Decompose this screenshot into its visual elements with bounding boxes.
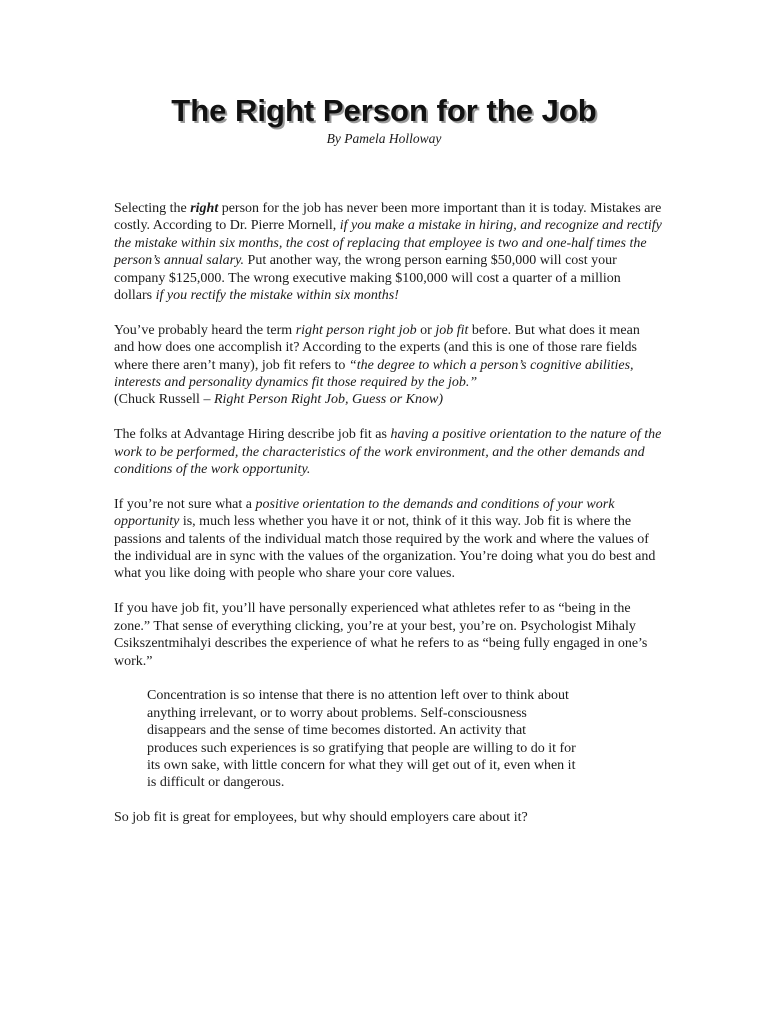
- paragraph-job-fit-definition: You’ve probably heard the term right person right job or job fit before. But what does it mean and how does one accomplish it? According to the experts (and this is one of those rare fields where there aren’t many), job fit refers to “the degree to which a person’s cognitive abilities, interests and personality dynamics fit those required by the job.” (Chuck Russell – Right Person Right Job, Guess or Know): [114, 322, 640, 408]
- csikszentmihalyi-quote: Concentration is so intense that there is no attention left over to think about anything irrelevant, or to worry about problems. Self-consciousness disappears and the sense of time becomes distorted. An activity that produces such experiences is so gratifying that people are willing to do it for its own sake, with little concern for what they will get out of it, even when it is difficult or dangerous.: [147, 688, 576, 791]
- paragraph-advantage-hiring: The folks at Advantage Hiring describe job fit as having a positive orientation to the nature of the work to be performed, the characteristics of the work environment, and the other demands and conditions of the work opportunity.: [114, 427, 662, 478]
- article-body: [114, 200, 662, 844]
- paragraph-positive-orientation: If you’re not sure what a positive orientation to the demands and conditions of your work opportunity is, much less whether you have it or not, think of it this way. Job fit is where the passions and talents of the individual match those required by the work and where the values of the individual are in sync with the values of the organization. You’re doing what you do best and what you like doing with people who share your core values.: [114, 496, 656, 582]
- paragraph-being-in-the-zone: If you have job fit, you’ll have personally experienced what athletes refer to as “being in the zone.” That sense of everything clicking, you’re at your best, you’re on. Psychologist Mihaly Csikszentmihalyi describes the experience of what he refers to as “being fully engaged in one’s work.”: [114, 601, 648, 669]
- author-byline: By Pamela Holloway: [326, 131, 442, 146]
- paragraph-cost-of-mistakes: Selecting the right person for the job has never been more important than it is today. Mistakes are costly. According to Dr. Pierre Mornell, if you make a mistake in hiring, and recognize and rectify the mistake within six months, the cost of replacing that employee is two and one-half times the person’s annual salary. Put another way, the wrong person earning $50,000 will cost your company $125,000. The wrong executive making $100,000 will cost a quarter of a million dollars if you rectify the mistake within six months!: [114, 201, 662, 304]
- page-title: The Right Person for the Job: [171, 93, 597, 128]
- paragraph-employer-question: So job fit is great for employees, but why should employers care about it?: [114, 810, 528, 826]
